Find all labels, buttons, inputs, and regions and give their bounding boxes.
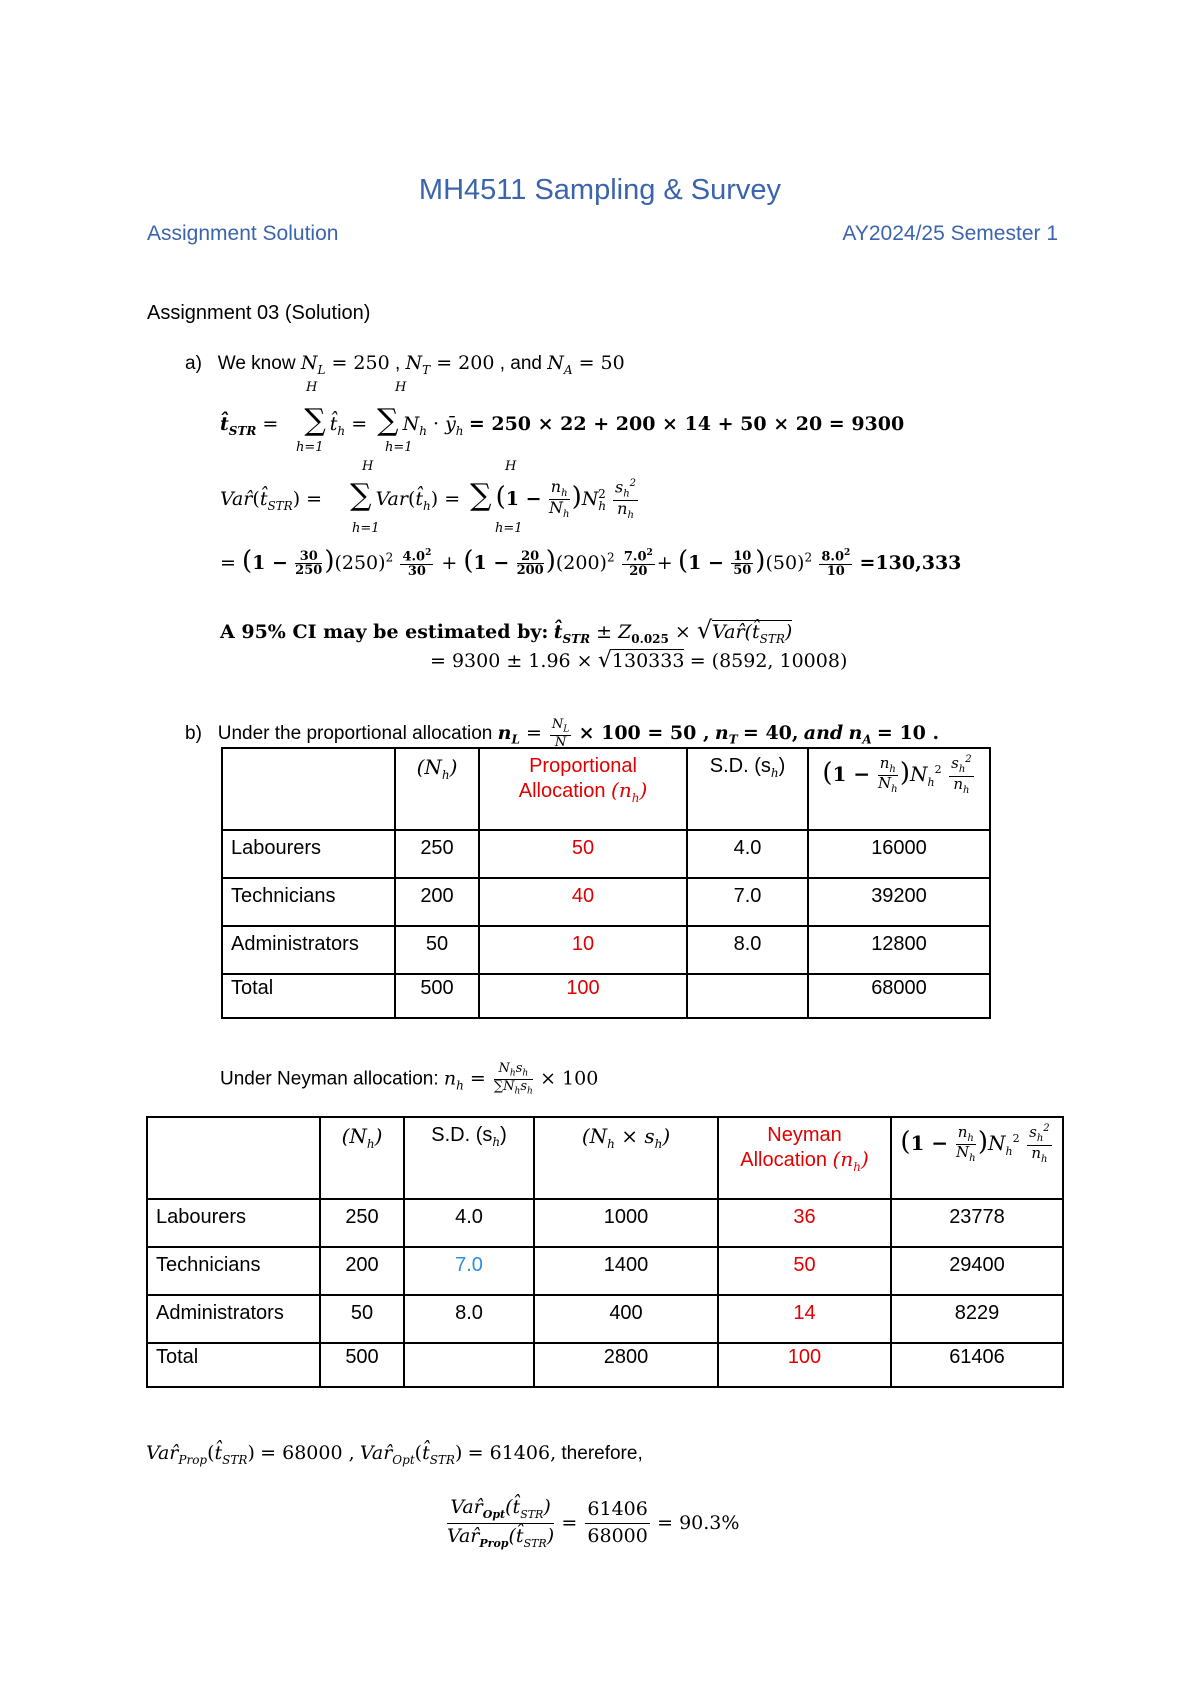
t-str-result: = 250 × 22 + 200 × 14 + 50 × 20 = 9300 <box>468 413 905 435</box>
neyman-text: Under Neyman allocation: <box>220 1068 439 1090</box>
part-b-line: b) Under the proportional allocation $n_L$ = $\frac{N_L}{N}$ × 100 = 50 , $n_T = 40$, and $n_A = 10$ . <box>185 717 940 751</box>
cell-allocation: 50 <box>718 1247 891 1295</box>
table1-header-allocation: Proportional Allocation $(n_h)$ <box>479 748 687 830</box>
ci-sqrt-value: 130333 <box>611 650 685 672</box>
cell-n: 50 <box>395 926 479 974</box>
proportional-allocation-table <box>221 747 991 1019</box>
neyman-allocation-table <box>146 1116 1064 1388</box>
n-a-value: = 50 <box>572 352 625 374</box>
var-result: =130,333 <box>859 552 962 574</box>
cell-variance: 8229 <box>891 1295 1063 1343</box>
cell-ns: 2800 <box>534 1343 718 1387</box>
part-b-label: b) <box>185 722 202 744</box>
table-row <box>147 1199 1063 1247</box>
cell-variance: 61406 <box>891 1343 1063 1387</box>
cell-sd <box>404 1343 534 1387</box>
table-row <box>222 878 990 926</box>
cell-ns: 1000 <box>534 1199 718 1247</box>
table-row <box>222 830 990 878</box>
ratio-result: = 90.3% <box>657 1511 740 1534</box>
prop-na: = 10 . <box>876 721 940 744</box>
neyman-result: × 100 <box>540 1067 599 1090</box>
ratio-denominator: 68000 <box>587 1525 648 1548</box>
table-row <box>147 1295 1063 1343</box>
table-row <box>147 1247 1063 1295</box>
n-t-value: = 200 <box>430 352 495 374</box>
and-text: , and <box>499 353 542 374</box>
var-numeric: = (1 − $\frac{30}{250}$ )$(250)^2$ $\frac{4.0^2}{30}$ + (1 − $\frac{20}{200}$ )$(200)^2$ $\frac{7.0^2}{20}$ + (1 − $\frac{10}{50}$ )$(50)^2$ $\frac{8.0^2}{10}$ =130,333 <box>220 546 962 580</box>
var-sum-limit-bottom-2: h=1 <box>495 521 523 536</box>
cell-sd: 4.0 <box>404 1199 534 1247</box>
ci-line-2: = 9300 ± 1.96 × √130333 = (8592, 10008) <box>430 648 848 673</box>
cell-sd <box>687 974 808 1018</box>
sum-limit-top-1: H <box>306 380 318 395</box>
table2-header-sd: S.D. $(s_h)$ <box>404 1117 534 1199</box>
cell-n: 500 <box>395 974 479 1018</box>
table1-header-row <box>222 748 990 830</box>
cell-allocation: 36 <box>718 1199 891 1247</box>
ratio-formula: $\frac{Var̂_{Opt}(t̂_{STR})}{Var̂_{Prop}(t̂_{STR})}$ = $\frac{61406}{68000}$ = 90.3% <box>447 1496 740 1551</box>
var-sum-limit-top-1: H <box>362 459 374 474</box>
row-name: Labourers <box>222 830 395 878</box>
table2-header-row <box>147 1117 1063 1199</box>
ci-result: = 9300 ± 1.96 × <box>430 650 593 672</box>
n-t-sub: T <box>422 362 431 377</box>
cell-variance: 68000 <box>808 974 990 1018</box>
cell-sd: 7.0 <box>404 1247 534 1295</box>
var-sum-limit-bottom-1: h=1 <box>352 521 380 536</box>
table2-header-empty <box>147 1117 320 1199</box>
neyman-line: Under Neyman allocation: $n_h$ = $\frac{N_hs_h}{\sum N_hs_h}$ × 100 <box>220 1061 599 1097</box>
document-title: MH4511 Sampling & Survey <box>418 174 782 206</box>
row-name: Administrators <box>147 1295 320 1343</box>
row-name: Administrators <box>222 926 395 974</box>
table2-header-variance: (1 − $\frac{n_h}{N_h}$ )$N_h^2$ $\frac{s_h^2}{n_h}$ <box>891 1117 1063 1199</box>
part-a-label: a) <box>185 353 202 374</box>
row-name: Total <box>222 974 395 1018</box>
table-row-total <box>222 974 990 1018</box>
document-subtitle-right: AY2024/25 Semester 1 <box>842 222 1058 245</box>
cell-allocation: 14 <box>718 1295 891 1343</box>
conclusion-line: $Var̂_{Prop}(t̂_{STR}) = 68000$ , $Var̂_{Opt}(t̂_{STR}) = 61406$, therefore, <box>146 1442 643 1467</box>
prop-and: and <box>803 721 844 744</box>
cell-sd: 4.0 <box>687 830 808 878</box>
cell-n: 200 <box>320 1247 404 1295</box>
cell-allocation: 100 <box>479 974 687 1018</box>
table2-header-n: $(N_h)$ <box>320 1117 404 1199</box>
row-name: Labourers <box>147 1199 320 1247</box>
table1-header-n: $(N_h)$ <box>395 748 479 830</box>
ci-line-1: A 95% CI may be estimated by: $t̂_{STR} \pm Z_{0.025}$ × $√Var̂(t̂_{STR})$ <box>220 616 793 646</box>
cell-n: 500 <box>320 1343 404 1387</box>
n-l-value: = 250 <box>325 352 390 374</box>
row-name: Technicians <box>147 1247 320 1295</box>
n-l-sub: L <box>317 362 326 377</box>
table2-header-allocation: Neyman Allocation $(n_h)$ <box>718 1117 891 1199</box>
ratio-numerator: 61406 <box>585 1500 649 1524</box>
part-a-line-1: a) We know $N_L = 250$ , $N_T = 200$ , and $N_A = 50$ <box>185 352 625 377</box>
opt-var-value: = 61406, <box>467 1442 557 1464</box>
cell-allocation: 100 <box>718 1343 891 1387</box>
sum-limit-bottom-2: h=1 <box>385 440 413 455</box>
table2-header-ns: $(N_h \times s_h)$ <box>534 1117 718 1199</box>
cell-n: 250 <box>395 830 479 878</box>
section-heading: Assignment 03 (Solution) <box>147 302 371 324</box>
cell-allocation: 40 <box>479 878 687 926</box>
table-row <box>222 926 990 974</box>
n-l-symbol: N <box>300 352 318 374</box>
ci-label: A 95% CI may be estimated by: <box>220 621 549 643</box>
cell-variance: 12800 <box>808 926 990 974</box>
n-a-sub: A <box>563 362 573 377</box>
cell-sd: 8.0 <box>404 1295 534 1343</box>
row-name: Technicians <box>222 878 395 926</box>
ci-interval: = (8592, 10008) <box>689 650 848 672</box>
document-subtitle-left: Assignment Solution <box>147 222 339 245</box>
prop-result: × 100 = 50 , <box>578 721 710 744</box>
cell-variance: 23778 <box>891 1199 1063 1247</box>
cell-n: 50 <box>320 1295 404 1343</box>
prop-text: Under the proportional allocation <box>217 722 493 744</box>
cell-variance: 39200 <box>808 878 990 926</box>
therefore-text: therefore, <box>561 1443 643 1464</box>
table1-header-sd: S.D. $(s_h)$ <box>687 748 808 830</box>
cell-allocation: 50 <box>479 830 687 878</box>
table1-header-empty <box>222 748 395 830</box>
sum-limit-top-2: H <box>395 380 407 395</box>
n-a-symbol: N <box>547 352 564 374</box>
cell-sd: 8.0 <box>687 926 808 974</box>
cell-allocation: 10 <box>479 926 687 974</box>
prop-nt: = 40, <box>742 721 799 744</box>
cell-n: 200 <box>395 878 479 926</box>
table1-header-variance: (1 − $\frac{n_h}{N_h}$ )$N_h^2$ $\frac{s_h^2}{n_h}$ <box>808 748 990 830</box>
cell-n: 250 <box>320 1199 404 1247</box>
table-row-total <box>147 1343 1063 1387</box>
cell-ns: 1400 <box>534 1247 718 1295</box>
cell-variance: 16000 <box>808 830 990 878</box>
row-name: Total <box>147 1343 320 1387</box>
cell-sd: 7.0 <box>687 878 808 926</box>
var-sum-limit-top-2: H <box>505 459 517 474</box>
sum-limit-bottom-1: h=1 <box>296 440 324 455</box>
we-know-text: We know <box>217 353 296 374</box>
cell-ns: 400 <box>534 1295 718 1343</box>
var-formula: $Var̂(t̂_{STR})$ = ∑ $Var(t̂_h)$ = ∑ (1 − $\frac{n_h}{N_h}$ )$N_h^2$ $\frac{s_h^2}{n_h}$ <box>220 476 637 521</box>
cell-variance: 29400 <box>891 1247 1063 1295</box>
n-t-symbol: N <box>405 352 423 374</box>
prop-var-value: = 68000 , <box>260 1442 355 1464</box>
t-str-formula: $t̂_{STR}$ = ∑ $t̂_h$ = ∑ $N_h$ · $ȳ_h = 250 \times 22 + 200 \times 14 + 50 \times 20 = 9300$ <box>220 403 905 438</box>
